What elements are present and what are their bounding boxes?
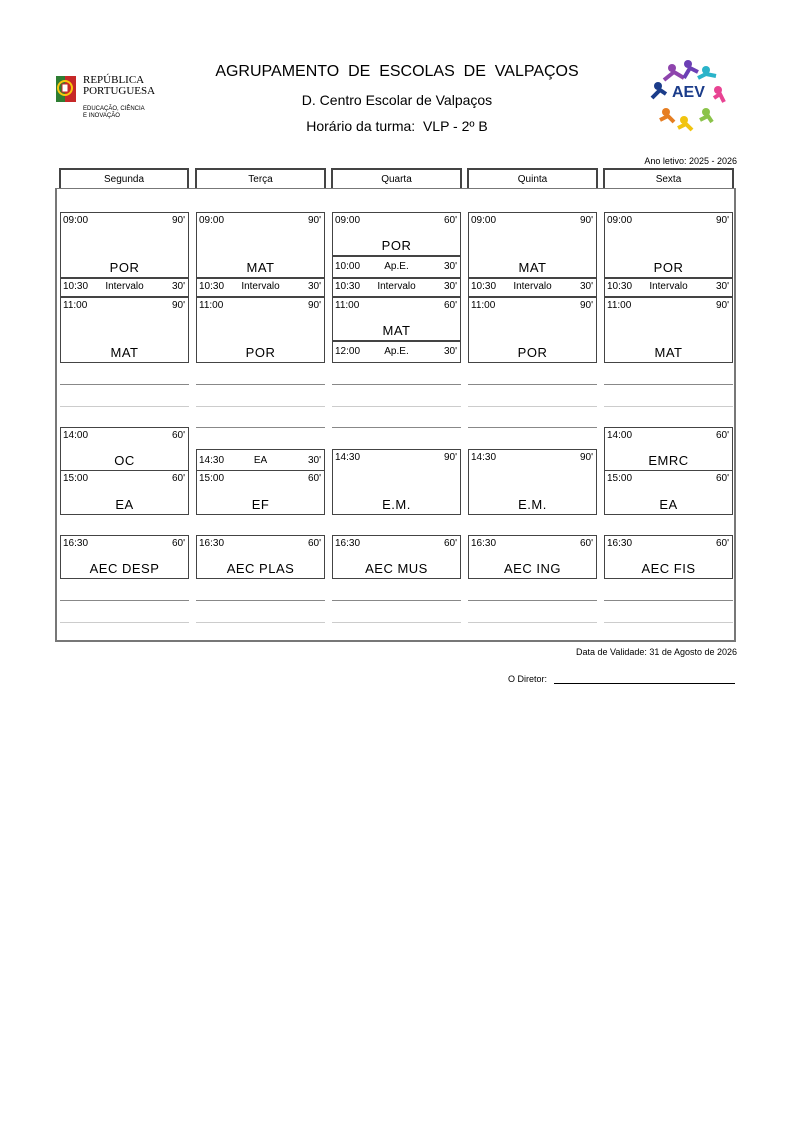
duration: 60': [307, 473, 321, 484]
short-block[interactable]: [196, 449, 325, 471]
break-block: [468, 278, 597, 297]
break-label: Intervalo: [241, 281, 280, 292]
start-time: 09:00: [63, 215, 89, 226]
republica-line1: REPÚBLICA: [83, 74, 145, 86]
duration: 60': [171, 430, 185, 441]
start-time: 11:00: [199, 300, 224, 311]
duration: 30': [307, 455, 321, 466]
duration: 30': [443, 346, 457, 357]
class-block[interactable]: [196, 297, 325, 363]
break-block: [196, 278, 325, 297]
duration: 60': [443, 538, 457, 549]
start-time: 10:00: [335, 261, 361, 272]
start-time: 16:30: [63, 538, 89, 549]
duration: 30': [579, 281, 593, 292]
subject: MAT: [246, 260, 275, 275]
duration: 90': [171, 215, 185, 226]
subject: OC: [114, 453, 135, 468]
short-block[interactable]: [332, 341, 461, 363]
subject: EF: [251, 497, 270, 512]
school-year: Ano letivo: 2025 - 2026: [644, 156, 737, 166]
class-block[interactable]: [604, 297, 733, 363]
start-time: 10:30: [63, 281, 89, 292]
start-time: 16:30: [335, 538, 361, 549]
duration: 90': [579, 452, 593, 463]
subject: EA: [659, 497, 678, 512]
start-time: 10:30: [471, 281, 497, 292]
duration: 30': [715, 281, 729, 292]
duration: 60': [715, 538, 729, 549]
start-time: 14:30: [335, 452, 361, 463]
republica-portuguesa-logo: [54, 70, 164, 124]
duration: 60': [443, 300, 457, 311]
school-name: D. Centro Escolar de Valpaços: [301, 92, 493, 108]
subject: POR: [517, 345, 548, 360]
day-header-terca: Terça: [195, 168, 326, 188]
subject: EA: [115, 497, 134, 512]
subject: AEC ING: [504, 561, 561, 576]
subject: POR: [109, 260, 140, 275]
start-time: 10:30: [335, 281, 361, 292]
break-block: [332, 278, 461, 297]
duration: 60': [171, 538, 185, 549]
break-label: Intervalo: [105, 281, 144, 292]
subject: MAT: [382, 323, 411, 338]
duration: 60': [443, 215, 457, 226]
break-block: [60, 278, 189, 297]
validity-date: Data de Validade: 31 de Agosto de 2026: [576, 647, 737, 657]
start-time: 15:00: [607, 473, 633, 484]
class-block[interactable]: [332, 212, 461, 256]
duration: 60': [579, 538, 593, 549]
break-block: [604, 278, 733, 297]
duration: 90': [715, 215, 729, 226]
duration: 60': [307, 538, 321, 549]
subject: AEC FIS: [641, 561, 696, 576]
class-title: Horário da turma: VLP - 2º B: [306, 118, 488, 134]
subject: E.M.: [518, 497, 547, 512]
start-time: 16:30: [199, 538, 225, 549]
director-signature-line: [554, 683, 735, 684]
subject: POR: [245, 345, 276, 360]
aev-logo-text: AEV: [672, 84, 705, 101]
ministry-line2: E INOVAÇÃO: [83, 113, 120, 119]
start-time: 12:00: [335, 346, 361, 357]
start-time: 16:30: [471, 538, 497, 549]
day-header-quinta: Quinta: [467, 168, 598, 188]
duration: 60': [715, 430, 729, 441]
day-header-quarta: Quarta: [331, 168, 462, 188]
duration: 90': [171, 300, 185, 311]
subject: MAT: [518, 260, 547, 275]
start-time: 10:30: [607, 281, 633, 292]
short-label: Ap.E.: [384, 346, 409, 357]
duration: 90': [307, 300, 321, 311]
start-time: 11:00: [607, 300, 632, 311]
start-time: 10:30: [199, 281, 225, 292]
class-block[interactable]: [60, 297, 189, 363]
republica-line2: PORTUGUESA: [83, 85, 156, 97]
day-header-segunda: Segunda: [59, 168, 189, 188]
class-block[interactable]: [196, 535, 325, 579]
class-block[interactable]: [196, 212, 325, 278]
start-time: 09:00: [471, 215, 497, 226]
class-block[interactable]: [332, 535, 461, 579]
class-block[interactable]: [604, 535, 733, 579]
start-time: 14:30: [199, 455, 225, 466]
duration: 90': [715, 300, 729, 311]
subject: POR: [653, 260, 684, 275]
duration: 30': [443, 281, 457, 292]
duration: 60': [715, 473, 729, 484]
start-time: 09:00: [199, 215, 225, 226]
break-label: Intervalo: [377, 281, 416, 292]
duration: 90': [307, 215, 321, 226]
class-block[interactable]: [60, 427, 189, 471]
day-header-sexta: Sexta: [603, 168, 734, 188]
director-label: O Diretor:: [508, 674, 548, 684]
class-block[interactable]: [60, 212, 189, 278]
class-block[interactable]: [604, 212, 733, 278]
start-time: 09:00: [335, 215, 361, 226]
school-group-title: AGRUPAMENTO DE ESCOLAS DE VALPAÇOS: [215, 63, 579, 80]
subject: MAT: [654, 345, 683, 360]
short-block[interactable]: [332, 256, 461, 278]
duration: 30': [307, 281, 321, 292]
duration: 90': [579, 215, 593, 226]
start-time: 15:00: [199, 473, 225, 484]
class-block[interactable]: [468, 449, 597, 515]
break-label: Intervalo: [513, 281, 552, 292]
start-time: 09:00: [607, 215, 633, 226]
subject: E.M.: [382, 497, 411, 512]
start-time: 15:00: [63, 473, 89, 484]
duration: 90': [443, 452, 457, 463]
subject: AEC MUS: [365, 561, 428, 576]
start-time: 11:00: [335, 300, 360, 311]
class-block[interactable]: [60, 535, 189, 579]
class-block[interactable]: [332, 297, 461, 341]
break-label: Intervalo: [649, 281, 688, 292]
start-time: 11:00: [471, 300, 496, 311]
duration: 30': [171, 281, 185, 292]
duration: 30': [443, 261, 457, 272]
short-label: Ap.E.: [384, 261, 409, 272]
start-time: 14:30: [471, 452, 497, 463]
subject: AEC DESP: [89, 561, 160, 576]
subject: POR: [381, 238, 412, 253]
class-block[interactable]: [468, 297, 597, 363]
class-block[interactable]: [60, 470, 189, 515]
start-time: 14:00: [63, 430, 89, 441]
duration: 60': [171, 473, 185, 484]
class-block[interactable]: [468, 212, 597, 278]
start-time: 11:00: [63, 300, 88, 311]
class-block[interactable]: [604, 427, 733, 471]
class-block[interactable]: [468, 535, 597, 579]
class-block[interactable]: [196, 470, 325, 515]
class-block[interactable]: [332, 449, 461, 515]
portugal-emblem-icon: [54, 72, 78, 106]
subject: MAT: [110, 345, 139, 360]
start-time: 14:00: [607, 430, 633, 441]
aev-logo: [644, 58, 730, 138]
duration: 90': [579, 300, 593, 311]
subject: EMRC: [648, 453, 689, 468]
subject: AEC PLAS: [226, 561, 295, 576]
short-label: EA: [253, 455, 268, 466]
start-time: 16:30: [607, 538, 633, 549]
ministry-line1: EDUCAÇÃO, CIÊNCIA: [83, 106, 145, 112]
class-block[interactable]: [604, 470, 733, 515]
